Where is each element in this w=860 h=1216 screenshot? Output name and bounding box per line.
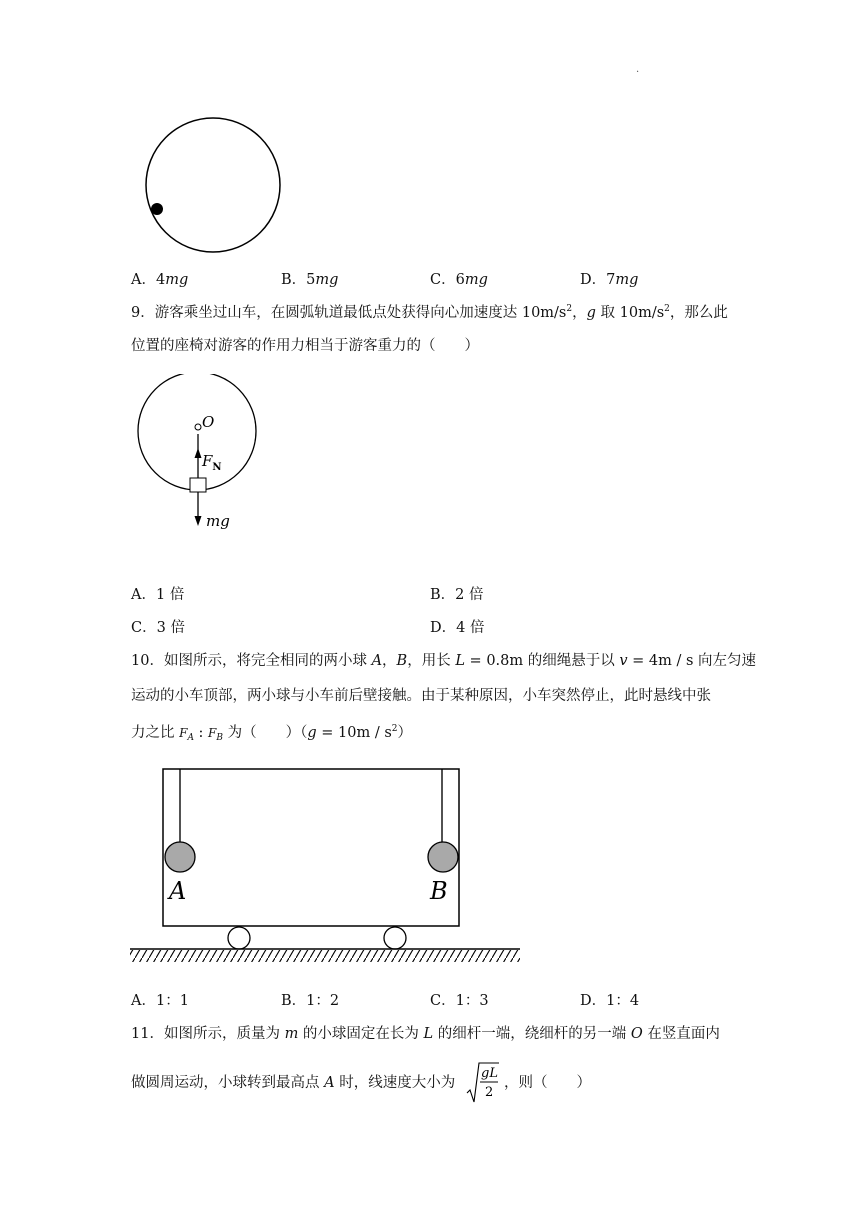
q10-wheel-left (228, 927, 250, 949)
q9-stem-line1: 9．游客乘坐过山车，在圆弧轨道最低点处获得向心加速度达 $10m/s^2$，g 取 $10m/s^2$，那么此 (131, 304, 728, 321)
q10-stem-line1: 10．如图所示，将完全相同的两小球 A，B，用长 L = 0.8m 的细绳悬于以 v = 4m / s 向左匀速 (131, 653, 757, 669)
q11-fraction-numerator: gL (481, 1066, 498, 1081)
q9-label-o: O (202, 413, 215, 431)
q10-cart-body (163, 769, 459, 926)
q9-passenger-box (190, 478, 206, 492)
q9-label-mg: mg (206, 512, 230, 530)
q9-option-b[interactable]: B．2 倍 (430, 587, 484, 603)
q10-option-b[interactable]: B．1：2 (281, 993, 340, 1009)
q8-option-b[interactable]: B．5mg (281, 272, 339, 288)
q11-speed-formula (465, 1060, 501, 1106)
q8-option-d[interactable]: D．7mg (580, 272, 639, 288)
q10-stem-line2: 运动的小车顶部，两小球与小车前后壁接触。由于某种原因，小车突然停止，此时悬线中张 (131, 688, 711, 704)
q9-figure (130, 374, 270, 534)
q8-ball (151, 203, 163, 215)
header-mark: . (636, 64, 640, 75)
q11-fraction-denominator: 2 (485, 1085, 494, 1100)
q9-option-d[interactable]: D．4 倍 (430, 620, 485, 636)
q10-figure (128, 766, 524, 966)
q10-option-c[interactable]: C．1：3 (430, 993, 489, 1009)
q11-stem-line2: 做圆周运动，小球转到最高点 A 时，线速度大小为 (131, 1075, 456, 1091)
q9-support-arrow-head (195, 448, 202, 458)
q9-stem-line2: 位置的座椅对游客的作用力相当于游客重力的（ ） (131, 338, 479, 354)
q8-option-a[interactable]: A．4mg (131, 272, 189, 288)
q8-option-c[interactable]: C．6mg (430, 272, 488, 288)
q10-ball-b (428, 842, 458, 872)
q9-option-a[interactable]: A．1 倍 (131, 587, 185, 603)
q10-option-a[interactable]: A．1：1 (131, 993, 189, 1009)
q10-ball-a (165, 842, 195, 872)
q10-stem-line3: 力之比 $F_A$ : $F_B$ 为（ ）$(g = 10m / s^2)$ (131, 724, 413, 743)
q11-stem-line1: 11．如图所示，质量为 m 的小球固定在长为 L 的细杆一端，绕细杆的另一端 O 在竖直面内 (131, 1026, 720, 1042)
q8-figure (138, 110, 288, 260)
q9-weight-arrow-head (195, 516, 202, 526)
q9-circle-track (138, 374, 256, 490)
q8-circle-track (146, 118, 280, 252)
q10-ground-hatch (130, 950, 520, 962)
q10-wheel-right (384, 927, 406, 949)
q10-label-b: B (430, 877, 448, 905)
q10-option-d[interactable]: D．1：4 (580, 993, 640, 1009)
q9-center-point (195, 424, 201, 430)
q11-stem-line2-tail: ，则（ ） (504, 1075, 591, 1091)
q10-label-a: A (169, 877, 187, 905)
q9-label-fn: $F_N$ (202, 452, 222, 473)
q9-option-c[interactable]: C．3 倍 (131, 620, 185, 636)
